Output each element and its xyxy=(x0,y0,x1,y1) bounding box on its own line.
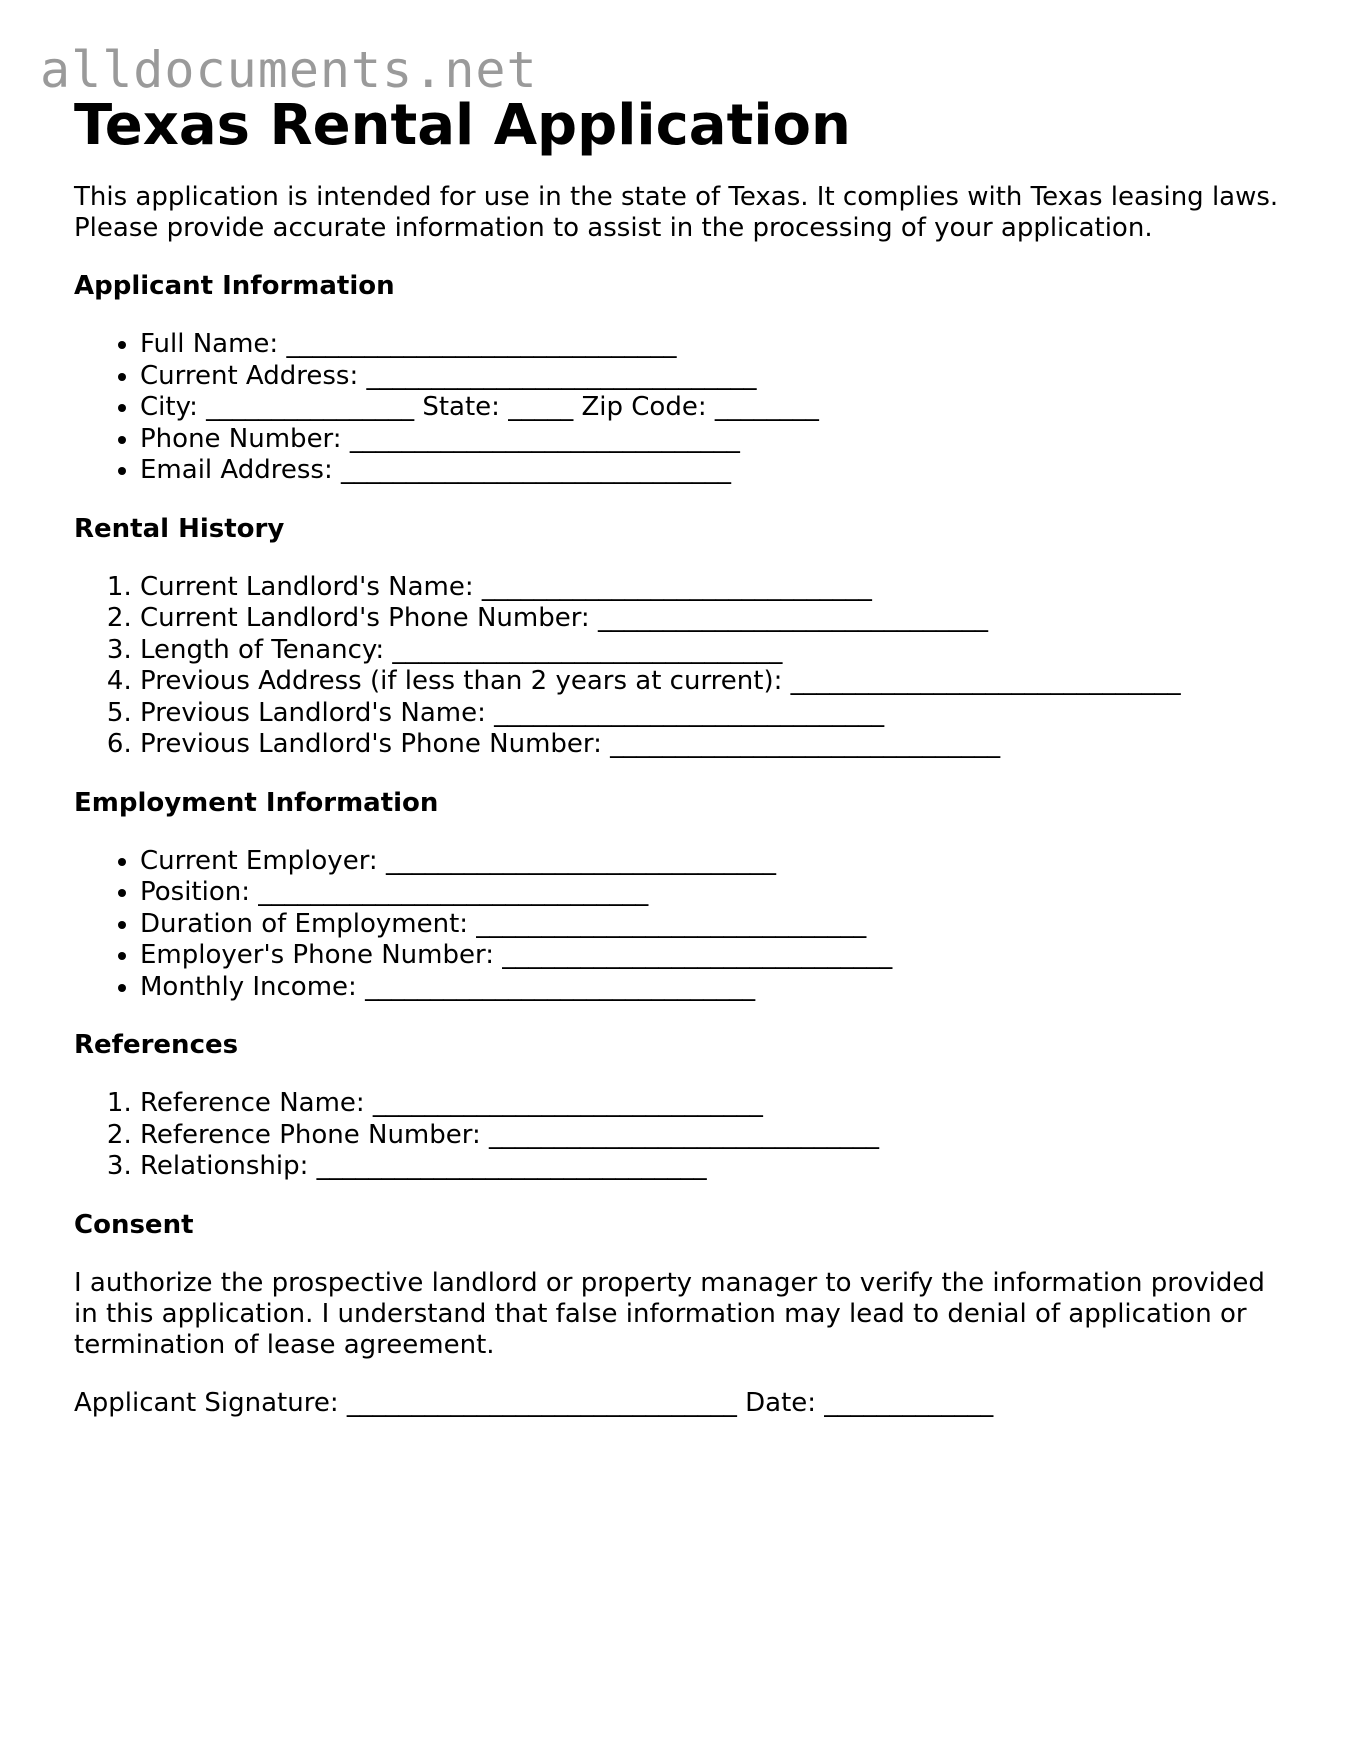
field-length-of-tenancy[interactable]: 3. Length of Tenancy: ______________________________ xyxy=(140,635,1294,667)
field-employer-phone[interactable]: • Employer's Phone Number: ______________________________ xyxy=(140,940,1294,972)
field-reference-phone[interactable]: 2. Reference Phone Number: ______________________________ xyxy=(140,1120,1294,1152)
field-email-address[interactable]: • Email Address: ______________________________ xyxy=(140,455,1294,487)
field-previous-address[interactable]: 4. Previous Address (if less than 2 years at current): ______________________________ xyxy=(140,666,1294,698)
section-heading-consent: Consent xyxy=(74,1209,194,1240)
employment-list xyxy=(74,846,1294,1004)
page-title: Texas Rental Application xyxy=(74,93,851,158)
field-relationship[interactable]: 3. Relationship: ______________________________ xyxy=(140,1151,1294,1183)
section-heading-rental-history: Rental History xyxy=(74,513,285,544)
signature-date-line[interactable]: Applicant Signature: ______________________________ Date: _____________ xyxy=(74,1387,994,1418)
field-current-address[interactable]: • Current Address: ______________________________ xyxy=(140,361,1294,393)
consent-paragraph: I authorize the prospective landlord or property manager to verify the information provided in this application. I understand that false information may lead to denial of application or termination of lease agreement. xyxy=(74,1267,1265,1360)
references-list xyxy=(74,1088,1294,1183)
field-duration-of-employment[interactable]: • Duration of Employment: ______________________________ xyxy=(140,909,1294,941)
field-current-landlord-name[interactable]: 1. Current Landlord's Name: ______________________________ xyxy=(140,572,1294,604)
field-previous-landlord-name[interactable]: 5. Previous Landlord's Name: ______________________________ xyxy=(140,698,1294,730)
field-full-name[interactable]: • Full Name: ______________________________ xyxy=(140,329,1294,361)
field-position[interactable]: • Position: ______________________________ xyxy=(140,877,1294,909)
intro-paragraph: This application is intended for use in the state of Texas. It complies with Texas leasing laws. Please provide accurate information to assist in the processing of your application. xyxy=(74,182,1279,243)
watermark: alldocuments.net xyxy=(40,41,538,99)
section-heading-references: References xyxy=(74,1030,239,1060)
field-current-landlord-phone[interactable]: 2. Current Landlord's Phone Number: ______________________________ xyxy=(140,603,1294,635)
applicant-list xyxy=(74,329,1294,487)
section-heading-applicant: Applicant Information xyxy=(74,271,395,301)
field-phone-number[interactable]: • Phone Number: ______________________________ xyxy=(140,424,1294,456)
rental-history-list xyxy=(74,572,1294,761)
field-monthly-income[interactable]: • Monthly Income: ______________________________ xyxy=(140,972,1294,1004)
field-city-state-zip[interactable]: • City: ________________ State: _____ Zip Code: ________ xyxy=(140,392,1294,424)
field-reference-name[interactable]: 1. Reference Name: ______________________________ xyxy=(140,1088,1294,1120)
field-current-employer[interactable]: • Current Employer: ______________________________ xyxy=(140,846,1294,878)
document-body xyxy=(74,92,1294,1419)
field-previous-landlord-phone[interactable]: 6. Previous Landlord's Phone Number: ______________________________ xyxy=(140,729,1294,761)
section-heading-employment: Employment Information xyxy=(74,787,439,818)
